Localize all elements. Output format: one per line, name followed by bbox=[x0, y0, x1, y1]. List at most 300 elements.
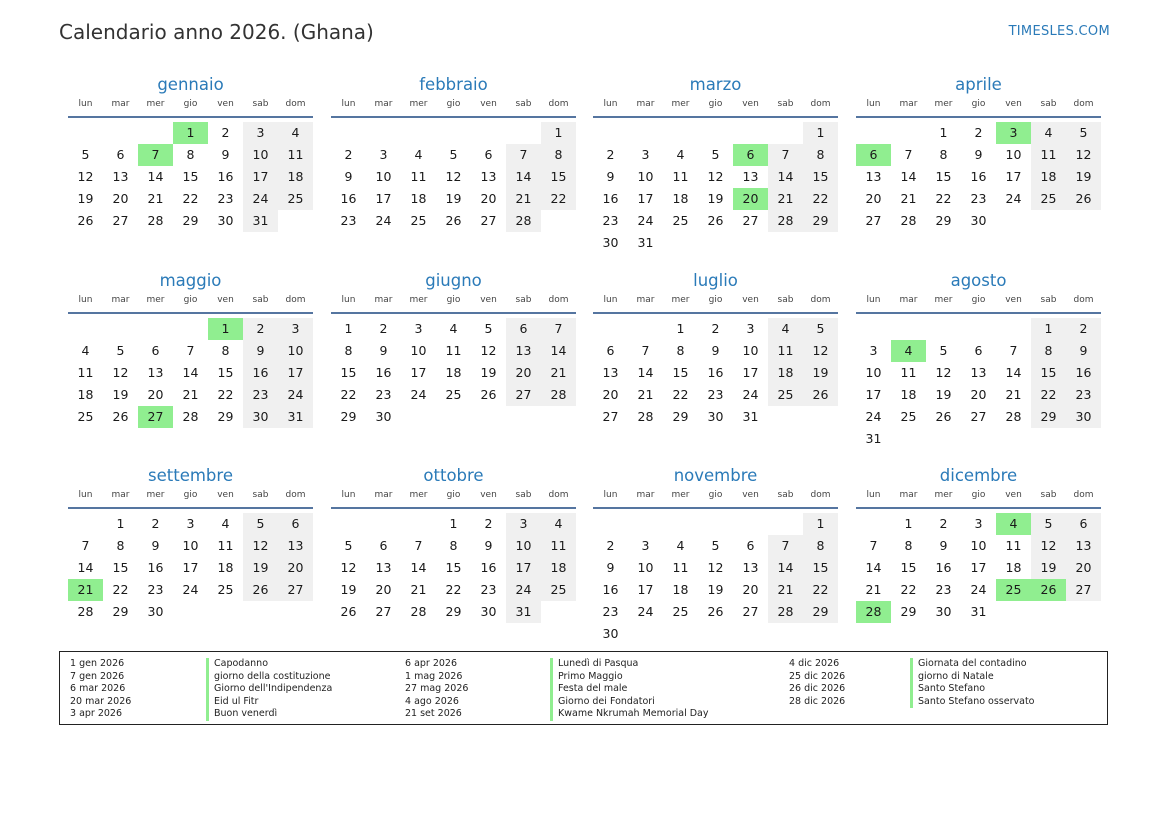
week-row bbox=[856, 428, 1101, 450]
empty-day-cell bbox=[436, 122, 471, 144]
day-cell: 26 bbox=[243, 579, 278, 601]
week-row bbox=[68, 384, 313, 406]
week-row bbox=[593, 166, 838, 188]
day-cell: 14 bbox=[506, 166, 541, 188]
day-cell: 6 bbox=[484, 147, 493, 162]
day-cell: 1 bbox=[803, 513, 838, 535]
week-row bbox=[331, 601, 576, 623]
legend-holiday-name: Primo Maggio bbox=[550, 671, 708, 684]
week-row bbox=[68, 362, 313, 384]
day-cell: 5 bbox=[939, 343, 948, 358]
week-row bbox=[593, 579, 838, 601]
page-title: Calendario anno 2026. (Ghana) bbox=[59, 20, 374, 44]
legend-holiday-name: Buon venerdì bbox=[206, 708, 332, 721]
weekday-label: ven bbox=[217, 99, 234, 109]
day-cell: 27 bbox=[375, 604, 392, 619]
day-cell: 16 bbox=[970, 169, 987, 184]
day-cell: 3 bbox=[414, 321, 423, 336]
brand-link[interactable]: TIMESLES.COM bbox=[1008, 24, 1110, 39]
day-cell: 8 bbox=[676, 343, 685, 358]
day-cell: 22 bbox=[1031, 384, 1066, 406]
day-cell: 6 bbox=[606, 343, 615, 358]
week-row bbox=[593, 144, 838, 166]
empty-day-cell bbox=[768, 122, 803, 144]
holiday-day-cell: 1 bbox=[173, 122, 208, 144]
day-cell: 24 bbox=[1005, 191, 1022, 206]
header-divider bbox=[331, 507, 576, 509]
day-cell: 14 bbox=[182, 365, 199, 380]
day-cell: 1 bbox=[803, 122, 838, 144]
header-divider bbox=[68, 116, 313, 118]
empty-day-cell bbox=[856, 513, 891, 535]
header-divider bbox=[593, 312, 838, 314]
day-cell: 12 bbox=[445, 169, 462, 184]
day-cell: 27 bbox=[742, 213, 759, 228]
weekday-label: dom bbox=[285, 295, 306, 305]
week-row bbox=[68, 340, 313, 362]
day-cell: 3 bbox=[506, 513, 541, 535]
day-cell: 27 bbox=[970, 409, 987, 424]
empty-day-cell bbox=[331, 122, 366, 144]
day-cell: 21 bbox=[637, 387, 654, 402]
weekday-label: sab bbox=[252, 490, 269, 500]
weekday-label: gio bbox=[708, 99, 723, 109]
day-cell: 10 bbox=[742, 343, 759, 358]
day-cell: 22 bbox=[900, 582, 917, 597]
day-cell: 7 bbox=[768, 144, 803, 166]
empty-day-cell bbox=[996, 318, 1031, 340]
day-cell: 24 bbox=[506, 579, 541, 601]
day-cell: 30 bbox=[935, 604, 952, 619]
day-cell: 17 bbox=[1005, 169, 1022, 184]
weekday-label: ven bbox=[480, 490, 497, 500]
day-cell: 19 bbox=[77, 191, 94, 206]
day-cell: 10 bbox=[1005, 147, 1022, 162]
day-cell: 15 bbox=[803, 557, 838, 579]
day-cell: 22 bbox=[445, 582, 462, 597]
day-cell: 19 bbox=[707, 191, 724, 206]
weekday-label: lun bbox=[78, 295, 93, 305]
day-cell: 11 bbox=[278, 144, 313, 166]
week-row bbox=[856, 406, 1101, 428]
day-cell: 3 bbox=[186, 516, 195, 531]
day-cell: 18 bbox=[410, 191, 427, 206]
day-cell: 27 bbox=[602, 409, 619, 424]
day-cell: 9 bbox=[606, 560, 615, 575]
weekday-label: mar bbox=[636, 490, 655, 500]
weekday-label: lun bbox=[78, 490, 93, 500]
legend-holiday-name: Lunedì di Pasqua bbox=[550, 658, 708, 671]
holiday-day-cell: 21 bbox=[68, 579, 103, 601]
day-cell: 12 bbox=[112, 365, 129, 380]
day-cell: 19 bbox=[112, 387, 129, 402]
month-name: maggio bbox=[159, 271, 222, 290]
day-cell: 2 bbox=[344, 147, 353, 162]
day-cell: 31 bbox=[278, 406, 313, 428]
day-cell: 24 bbox=[278, 384, 313, 406]
day-cell: 22 bbox=[112, 582, 129, 597]
month-name: dicembre bbox=[939, 466, 1018, 485]
weekday-label: sab bbox=[515, 99, 532, 109]
day-cell: 18 bbox=[541, 557, 576, 579]
day-cell: 19 bbox=[935, 387, 952, 402]
day-cell: 3 bbox=[869, 343, 878, 358]
week-row bbox=[856, 557, 1101, 579]
header-divider bbox=[68, 312, 313, 314]
weekday-label: dom bbox=[548, 99, 569, 109]
day-cell: 16 bbox=[217, 169, 234, 184]
day-cell: 5 bbox=[803, 318, 838, 340]
day-cell: 8 bbox=[116, 538, 125, 553]
day-cell: 26 bbox=[935, 409, 952, 424]
day-cell: 4 bbox=[414, 147, 423, 162]
weekday-header bbox=[856, 99, 1101, 113]
legend-holiday-name: Giorno dell'Indipendenza bbox=[206, 683, 332, 696]
day-cell: 1 bbox=[344, 321, 353, 336]
weekday-header bbox=[331, 295, 576, 309]
day-cell: 27 bbox=[278, 579, 313, 601]
day-cell: 9 bbox=[379, 343, 388, 358]
day-cell: 1 bbox=[676, 321, 685, 336]
day-cell: 11 bbox=[900, 365, 917, 380]
week-row bbox=[68, 513, 313, 535]
weekday-label: ven bbox=[742, 295, 759, 305]
day-cell: 27 bbox=[112, 213, 129, 228]
day-cell: 5 bbox=[81, 147, 90, 162]
day-cell: 17 bbox=[865, 387, 882, 402]
day-cell: 20 bbox=[375, 582, 392, 597]
day-cell: 30 bbox=[375, 409, 392, 424]
day-cell: 13 bbox=[970, 365, 987, 380]
day-cell: 12 bbox=[1066, 144, 1101, 166]
legend-date: 20 mar 2026 bbox=[70, 695, 132, 707]
legend-holiday-name: Capodanno bbox=[206, 658, 332, 671]
legend-date: 6 apr 2026 bbox=[405, 658, 458, 669]
day-cell: 5 bbox=[484, 321, 493, 336]
day-cell: 30 bbox=[480, 604, 497, 619]
legend-names-col-3 bbox=[910, 658, 1035, 708]
day-cell: 3 bbox=[641, 538, 650, 553]
day-cell: 11 bbox=[541, 535, 576, 557]
week-row bbox=[856, 579, 1101, 601]
day-cell: 25 bbox=[541, 579, 576, 601]
header-divider bbox=[593, 507, 838, 509]
month-name: gennaio bbox=[157, 75, 224, 94]
legend-date: 1 gen 2026 bbox=[70, 658, 125, 669]
week-row bbox=[331, 166, 576, 188]
week-row bbox=[593, 513, 838, 535]
week-row bbox=[593, 210, 838, 232]
legend-holiday-name: Giorno dei Fondatori bbox=[550, 696, 708, 709]
day-cell: 18 bbox=[900, 387, 917, 402]
week-row bbox=[68, 122, 313, 144]
weekday-label: sab bbox=[1040, 490, 1057, 500]
day-cell: 22 bbox=[182, 191, 199, 206]
day-cell: 7 bbox=[414, 538, 423, 553]
day-cell: 6 bbox=[746, 538, 755, 553]
day-cell: 9 bbox=[243, 340, 278, 362]
week-row bbox=[331, 340, 576, 362]
day-cell: 28 bbox=[410, 604, 427, 619]
weekday-label: gio bbox=[446, 490, 461, 500]
weekday-label: mer bbox=[146, 99, 165, 109]
month-name: settembre bbox=[148, 466, 233, 485]
day-cell: 22 bbox=[935, 191, 952, 206]
day-cell: 22 bbox=[541, 188, 576, 210]
week-row bbox=[68, 557, 313, 579]
day-cell: 30 bbox=[602, 235, 619, 250]
day-cell: 20 bbox=[480, 191, 497, 206]
legend-dates-col-2 bbox=[405, 658, 468, 721]
empty-day-cell bbox=[68, 513, 103, 535]
weekday-label: lun bbox=[603, 295, 618, 305]
day-cell: 26 bbox=[77, 213, 94, 228]
week-row bbox=[856, 513, 1101, 535]
month-name: aprile bbox=[955, 75, 1002, 94]
weekday-label: lun bbox=[866, 490, 881, 500]
day-cell: 2 bbox=[974, 125, 983, 140]
empty-day-cell bbox=[401, 122, 436, 144]
day-cell: 23 bbox=[147, 582, 164, 597]
legend-date: 25 dic 2026 bbox=[789, 670, 846, 682]
week-row bbox=[593, 406, 838, 428]
weekday-label: sab bbox=[777, 490, 794, 500]
week-row bbox=[68, 144, 313, 166]
day-cell: 18 bbox=[672, 191, 689, 206]
day-cell: 22 bbox=[803, 579, 838, 601]
week-row bbox=[68, 210, 313, 232]
day-cell: 4 bbox=[278, 122, 313, 144]
day-cell: 26 bbox=[1066, 188, 1101, 210]
weekday-label: dom bbox=[285, 490, 306, 500]
day-cell: 16 bbox=[243, 362, 278, 384]
weekday-label: ven bbox=[480, 99, 497, 109]
weekday-label: dom bbox=[810, 295, 831, 305]
day-cell: 15 bbox=[1031, 362, 1066, 384]
day-cell: 23 bbox=[243, 384, 278, 406]
weekday-label: sab bbox=[1040, 295, 1057, 305]
day-cell: 15 bbox=[935, 169, 952, 184]
weekday-label: gio bbox=[183, 295, 198, 305]
day-cell: 20 bbox=[278, 557, 313, 579]
day-cell: 9 bbox=[606, 169, 615, 184]
empty-day-cell bbox=[663, 513, 698, 535]
holiday-day-cell: 26 bbox=[1031, 579, 1066, 601]
day-cell: 4 bbox=[768, 318, 803, 340]
weekday-label: sab bbox=[252, 295, 269, 305]
weekday-header bbox=[68, 490, 313, 504]
month-gennaio bbox=[68, 75, 313, 232]
weekday-header bbox=[68, 99, 313, 113]
day-cell: 11 bbox=[1005, 538, 1022, 553]
day-cell: 12 bbox=[77, 169, 94, 184]
weekday-label: ven bbox=[1005, 490, 1022, 500]
day-cell: 26 bbox=[803, 384, 838, 406]
day-cell: 6 bbox=[151, 343, 160, 358]
day-cell: 12 bbox=[707, 560, 724, 575]
empty-day-cell bbox=[401, 513, 436, 535]
day-cell: 7 bbox=[768, 535, 803, 557]
day-cell: 3 bbox=[974, 516, 983, 531]
weekday-label: ven bbox=[1005, 99, 1022, 109]
header-divider bbox=[331, 116, 576, 118]
day-cell: 16 bbox=[602, 191, 619, 206]
weekday-label: mer bbox=[146, 295, 165, 305]
day-cell: 26 bbox=[112, 409, 129, 424]
day-cell: 21 bbox=[1005, 387, 1022, 402]
day-cell: 11 bbox=[672, 169, 689, 184]
day-cell: 18 bbox=[672, 582, 689, 597]
day-cell: 28 bbox=[768, 601, 803, 623]
day-cell: 4 bbox=[449, 321, 458, 336]
day-cell: 9 bbox=[711, 343, 720, 358]
week-row bbox=[856, 384, 1101, 406]
day-cell: 8 bbox=[449, 538, 458, 553]
weekday-header bbox=[68, 295, 313, 309]
weekday-label: mer bbox=[934, 490, 953, 500]
empty-day-cell bbox=[138, 318, 173, 340]
month-marzo bbox=[593, 75, 838, 254]
month-settembre bbox=[68, 466, 313, 623]
day-cell: 17 bbox=[637, 582, 654, 597]
weekday-header bbox=[593, 490, 838, 504]
weekday-header bbox=[331, 99, 576, 113]
day-cell: 19 bbox=[707, 582, 724, 597]
day-cell: 10 bbox=[375, 169, 392, 184]
day-cell: 31 bbox=[865, 431, 882, 446]
weekday-label: sab bbox=[515, 490, 532, 500]
day-cell: 4 bbox=[1031, 122, 1066, 144]
day-cell: 5 bbox=[1031, 513, 1066, 535]
empty-day-cell bbox=[698, 513, 733, 535]
weekday-label: mar bbox=[111, 99, 130, 109]
day-cell: 23 bbox=[340, 213, 357, 228]
weekday-label: mer bbox=[409, 490, 428, 500]
day-cell: 19 bbox=[1066, 166, 1101, 188]
day-cell: 26 bbox=[340, 604, 357, 619]
day-cell: 30 bbox=[602, 626, 619, 641]
day-cell: 20 bbox=[147, 387, 164, 402]
weekday-label: lun bbox=[341, 490, 356, 500]
day-cell: 21 bbox=[147, 191, 164, 206]
weekday-label: mar bbox=[636, 295, 655, 305]
header-divider bbox=[856, 312, 1101, 314]
day-cell: 24 bbox=[375, 213, 392, 228]
month-ottobre bbox=[331, 466, 576, 623]
day-cell: 19 bbox=[340, 582, 357, 597]
day-cell: 13 bbox=[602, 365, 619, 380]
day-cell: 18 bbox=[77, 387, 94, 402]
day-cell: 10 bbox=[182, 538, 199, 553]
weekday-label: mar bbox=[374, 99, 393, 109]
day-cell: 29 bbox=[182, 213, 199, 228]
day-cell: 15 bbox=[803, 166, 838, 188]
legend-holiday-name: Santo Stefano bbox=[910, 683, 1035, 696]
holiday-day-cell: 6 bbox=[856, 144, 891, 166]
day-cell: 3 bbox=[746, 321, 755, 336]
day-cell: 29 bbox=[803, 601, 838, 623]
week-row bbox=[593, 601, 838, 623]
empty-day-cell bbox=[733, 122, 768, 144]
week-row bbox=[68, 406, 313, 428]
legend-dates-col-1 bbox=[70, 658, 131, 721]
day-cell: 17 bbox=[970, 560, 987, 575]
week-row bbox=[593, 340, 838, 362]
day-cell: 9 bbox=[1066, 340, 1101, 362]
legend-date: 3 apr 2026 bbox=[70, 708, 123, 720]
day-cell: 6 bbox=[974, 343, 983, 358]
day-cell: 16 bbox=[147, 560, 164, 575]
day-cell: 1 bbox=[116, 516, 125, 531]
day-cell: 20 bbox=[1066, 557, 1101, 579]
day-cell: 21 bbox=[900, 191, 917, 206]
day-cell: 25 bbox=[217, 582, 234, 597]
weekday-label: lun bbox=[603, 99, 618, 109]
day-cell: 30 bbox=[1066, 406, 1101, 428]
weekday-label: mer bbox=[671, 295, 690, 305]
day-cell: 14 bbox=[541, 340, 576, 362]
day-cell: 12 bbox=[935, 365, 952, 380]
day-cell: 24 bbox=[637, 604, 654, 619]
day-cell: 5 bbox=[344, 538, 353, 553]
day-cell: 24 bbox=[637, 213, 654, 228]
day-cell: 2 bbox=[606, 147, 615, 162]
day-cell: 18 bbox=[1005, 560, 1022, 575]
week-row bbox=[331, 579, 576, 601]
day-cell: 9 bbox=[974, 147, 983, 162]
day-cell: 11 bbox=[445, 343, 462, 358]
day-cell: 15 bbox=[672, 365, 689, 380]
holiday-day-cell: 6 bbox=[733, 144, 768, 166]
day-cell: 5 bbox=[1066, 122, 1101, 144]
week-row bbox=[593, 362, 838, 384]
day-cell: 25 bbox=[410, 213, 427, 228]
weekday-label: mar bbox=[899, 490, 918, 500]
day-cell: 22 bbox=[217, 387, 234, 402]
day-cell: 20 bbox=[742, 582, 759, 597]
day-cell: 17 bbox=[243, 166, 278, 188]
weekday-label: mer bbox=[671, 490, 690, 500]
day-cell: 15 bbox=[182, 169, 199, 184]
day-cell: 13 bbox=[375, 560, 392, 575]
day-cell: 18 bbox=[1031, 166, 1066, 188]
weekday-label: dom bbox=[1073, 490, 1094, 500]
day-cell: 25 bbox=[278, 188, 313, 210]
empty-day-cell bbox=[471, 122, 506, 144]
day-cell: 13 bbox=[480, 169, 497, 184]
day-cell: 12 bbox=[340, 560, 357, 575]
header-divider bbox=[68, 507, 313, 509]
holiday-day-cell: 4 bbox=[891, 340, 926, 362]
week-row bbox=[331, 318, 576, 340]
week-row bbox=[331, 362, 576, 384]
day-cell: 26 bbox=[480, 387, 497, 402]
week-row bbox=[331, 188, 576, 210]
day-cell: 29 bbox=[1031, 406, 1066, 428]
day-cell: 12 bbox=[243, 535, 278, 557]
day-cell: 1 bbox=[541, 122, 576, 144]
empty-day-cell bbox=[366, 513, 401, 535]
weekday-label: ven bbox=[742, 490, 759, 500]
day-cell: 23 bbox=[970, 191, 987, 206]
empty-day-cell bbox=[663, 122, 698, 144]
day-cell: 7 bbox=[81, 538, 90, 553]
day-cell: 12 bbox=[707, 169, 724, 184]
weekday-label: lun bbox=[866, 295, 881, 305]
holiday-day-cell: 4 bbox=[996, 513, 1031, 535]
day-cell: 8 bbox=[186, 147, 195, 162]
month-name: luglio bbox=[693, 271, 738, 290]
